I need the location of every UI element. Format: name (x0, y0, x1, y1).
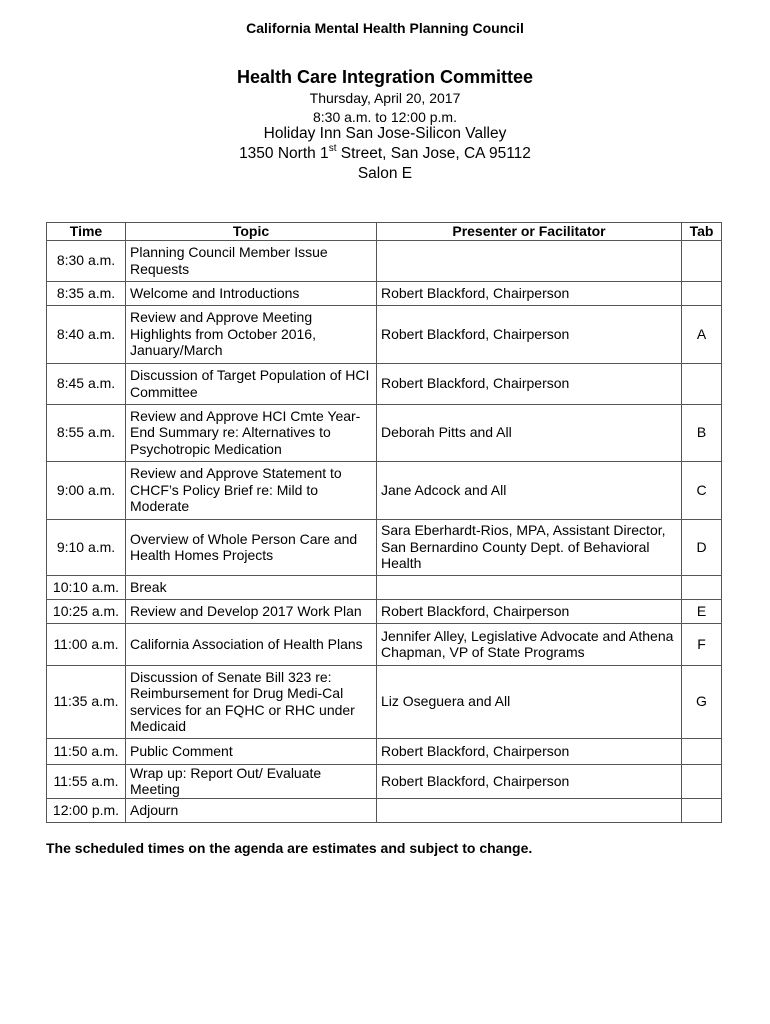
row-time: 8:45 a.m. (47, 363, 126, 404)
row-tab (682, 798, 722, 822)
meeting-address (0, 142, 770, 163)
table-row (47, 363, 722, 404)
address-suffix: Street, San Jose, CA 95112 (336, 145, 531, 162)
row-topic: Review and Develop 2017 Work Plan (126, 599, 377, 623)
header-tab: Tab (682, 223, 722, 241)
row-topic: Planning Council Member Issue Requests (126, 240, 377, 281)
table-row (47, 575, 722, 599)
row-presenter: Robert Blackford, Chairperson (377, 363, 682, 404)
row-presenter (377, 798, 682, 822)
row-topic: Discussion of Senate Bill 323 re: Reimbursement for Drug Medi-Cal services for an FQHC or RHC under Medicaid (126, 665, 377, 738)
meeting-date: Thursday, April 20, 2017 (309, 90, 461, 106)
row-topic: Review and Approve Meeting Highlights from October 2016, January/March (126, 305, 377, 363)
row-tab: D (682, 519, 722, 575)
schedule-disclaimer: The scheduled times on the agenda are estimates and subject to change. (46, 840, 533, 856)
row-time: 11:55 a.m. (47, 764, 126, 798)
address-ordinal: st (328, 142, 337, 154)
row-presenter: Robert Blackford, Chairperson (377, 738, 682, 764)
row-tab (682, 281, 722, 305)
agenda-table (46, 222, 722, 823)
row-topic: Overview of Whole Person Care and Health Homes Projects (126, 519, 377, 575)
row-tab (682, 575, 722, 599)
row-presenter: Robert Blackford, Chairperson (377, 281, 682, 305)
committee-title: Health Care Integration Committee (236, 67, 534, 87)
row-time: 10:10 a.m. (47, 575, 126, 599)
row-presenter: Sara Eberhardt-Rios, MPA, Assistant Director, San Bernardino County Dept. of Behavioral Health (377, 519, 682, 575)
row-tab: E (682, 599, 722, 623)
meeting-venue: Holiday Inn San Jose-Silicon Valley (263, 125, 507, 142)
meeting-room: Salon E (357, 165, 413, 182)
table-row (47, 404, 722, 461)
row-time: 8:35 a.m. (47, 281, 126, 305)
row-time: 9:10 a.m. (47, 519, 126, 575)
row-time: 10:25 a.m. (47, 599, 126, 623)
row-presenter: Jennifer Alley, Legislative Advocate and Athena Chapman, VP of State Programs (377, 623, 682, 665)
address-prefix: 1350 North 1 (239, 145, 329, 162)
row-tab: C (682, 461, 722, 519)
table-row (47, 798, 722, 822)
row-time: 9:00 a.m. (47, 461, 126, 519)
row-presenter: Robert Blackford, Chairperson (377, 599, 682, 623)
row-tab (682, 764, 722, 798)
table-row (47, 240, 722, 281)
row-presenter: Jane Adcock and All (377, 461, 682, 519)
row-tab: A (682, 305, 722, 363)
row-tab: G (682, 665, 722, 738)
row-topic: Welcome and Introductions (126, 281, 377, 305)
row-presenter: Robert Blackford, Chairperson (377, 764, 682, 798)
table-row (47, 764, 722, 798)
row-presenter: Liz Oseguera and All (377, 665, 682, 738)
table-row (47, 519, 722, 575)
row-time: 8:30 a.m. (47, 240, 126, 281)
row-presenter (377, 575, 682, 599)
table-row (47, 665, 722, 738)
council-name: California Mental Health Planning Council (246, 20, 524, 36)
header-time: Time (47, 223, 126, 241)
header-presenter: Presenter or Facilitator (377, 223, 682, 241)
table-row (47, 305, 722, 363)
row-time: 11:50 a.m. (47, 738, 126, 764)
table-row (47, 281, 722, 305)
row-tab: B (682, 404, 722, 461)
meeting-hours: 8:30 a.m. to 12:00 p.m. (313, 109, 457, 125)
row-time: 8:55 a.m. (47, 404, 126, 461)
row-time: 12:00 p.m. (47, 798, 126, 822)
row-tab (682, 738, 722, 764)
row-time: 11:00 a.m. (47, 623, 126, 665)
row-topic: Public Comment (126, 738, 377, 764)
table-row (47, 738, 722, 764)
row-topic: Wrap up: Report Out/ Evaluate Meeting (126, 764, 377, 798)
row-topic: Review and Approve HCI Cmte Year-End Summary re: Alternatives to Psychotropic Medication (126, 404, 377, 461)
row-topic: Break (126, 575, 377, 599)
header-topic: Topic (126, 223, 377, 241)
agenda-header-row (47, 223, 722, 241)
row-tab: F (682, 623, 722, 665)
row-tab (682, 363, 722, 404)
row-topic: California Association of Health Plans (126, 623, 377, 665)
row-presenter: Deborah Pitts and All (377, 404, 682, 461)
row-time: 11:35 a.m. (47, 665, 126, 738)
table-row (47, 599, 722, 623)
row-time: 8:40 a.m. (47, 305, 126, 363)
row-topic: Discussion of Target Population of HCI Committee (126, 363, 377, 404)
row-presenter (377, 240, 682, 281)
row-tab (682, 240, 722, 281)
table-row (47, 623, 722, 665)
row-topic: Review and Approve Statement to CHCF’s Policy Brief re: Mild to Moderate (126, 461, 377, 519)
row-presenter: Robert Blackford, Chairperson (377, 305, 682, 363)
row-topic: Adjourn (126, 798, 377, 822)
table-row (47, 461, 722, 519)
